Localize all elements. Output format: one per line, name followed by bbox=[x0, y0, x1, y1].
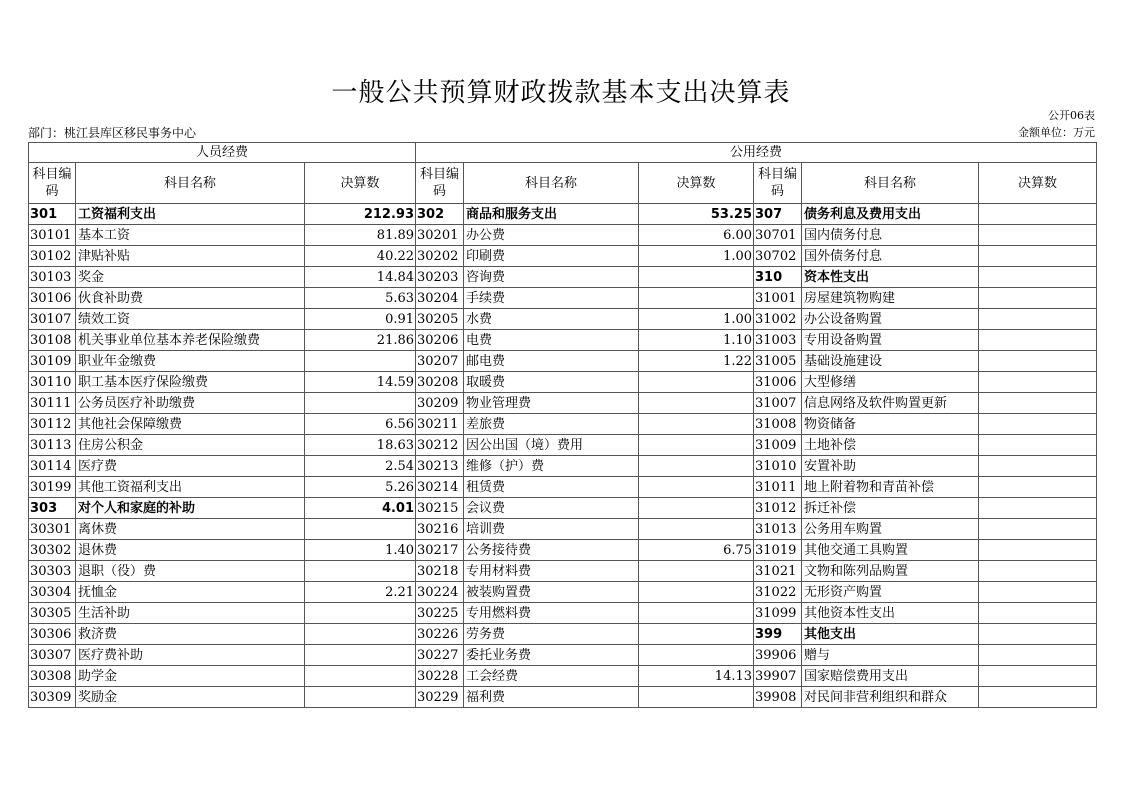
cell-amount: 6.56 bbox=[305, 414, 416, 435]
cell-amount: 1.00 bbox=[639, 246, 754, 267]
cell-amount bbox=[979, 456, 1097, 477]
cell-name: 福利费 bbox=[464, 687, 639, 708]
cell-amount: 1.40 bbox=[305, 540, 416, 561]
cell-amount bbox=[305, 393, 416, 414]
expenditure-table bbox=[28, 142, 1097, 708]
cell-amount bbox=[639, 687, 754, 708]
page-title: 一般公共预算财政拨款基本支出决算表 bbox=[331, 78, 791, 108]
cell-code: 30208 bbox=[416, 372, 464, 393]
cell-code: 30226 bbox=[416, 624, 464, 645]
cell-name: 职业年金缴费 bbox=[76, 351, 305, 372]
table-row bbox=[29, 645, 1097, 666]
cell-name: 土地补偿 bbox=[802, 435, 979, 456]
cell-name: 被装购置费 bbox=[464, 582, 639, 603]
cell-amount bbox=[979, 561, 1097, 582]
table-row bbox=[29, 309, 1097, 330]
cell-name: 电费 bbox=[464, 330, 639, 351]
cell-name: 国家赔偿费用支出 bbox=[802, 666, 979, 687]
table-row bbox=[29, 477, 1097, 498]
cell-amount bbox=[979, 393, 1097, 414]
cell-code: 31001 bbox=[754, 288, 802, 309]
cell-amount bbox=[639, 456, 754, 477]
cell-amount: 0.91 bbox=[305, 309, 416, 330]
cell-code: 30307 bbox=[29, 645, 76, 666]
cell-code: 30228 bbox=[416, 666, 464, 687]
cell-code: 30202 bbox=[416, 246, 464, 267]
cell-amount bbox=[979, 624, 1097, 645]
cell-code: 31011 bbox=[754, 477, 802, 498]
cell-name: 信息网络及软件购置更新 bbox=[802, 393, 979, 414]
cell-amount: 14.59 bbox=[305, 372, 416, 393]
cell-code: 30301 bbox=[29, 519, 76, 540]
cell-name: 公务员医疗补助缴费 bbox=[76, 393, 305, 414]
cell-code: 30209 bbox=[416, 393, 464, 414]
cell-code: 30227 bbox=[416, 645, 464, 666]
cell-code: 31008 bbox=[754, 414, 802, 435]
cell-amount bbox=[639, 624, 754, 645]
cell-amount bbox=[639, 498, 754, 519]
cell-code: 30207 bbox=[416, 351, 464, 372]
cell-amount: 2.54 bbox=[305, 456, 416, 477]
cell-amount bbox=[979, 498, 1097, 519]
cell-name: 职工基本医疗保险缴费 bbox=[76, 372, 305, 393]
cell-amount bbox=[639, 267, 754, 288]
cell-name: 工会经费 bbox=[464, 666, 639, 687]
cell-name: 会议费 bbox=[464, 498, 639, 519]
cell-name: 公务接待费 bbox=[464, 540, 639, 561]
cell-amount: 2.21 bbox=[305, 582, 416, 603]
cell-amount bbox=[639, 414, 754, 435]
cell-code: 30224 bbox=[416, 582, 464, 603]
cell-code: 30203 bbox=[416, 267, 464, 288]
table-row bbox=[29, 498, 1097, 519]
cell-code: 302 bbox=[416, 204, 464, 225]
col-header-name: 科目名称 bbox=[802, 163, 979, 204]
cell-name: 培训费 bbox=[464, 519, 639, 540]
cell-code: 31013 bbox=[754, 519, 802, 540]
cell-name: 因公出国（境）费用 bbox=[464, 435, 639, 456]
cell-code: 30206 bbox=[416, 330, 464, 351]
cell-code: 31007 bbox=[754, 393, 802, 414]
cell-amount bbox=[979, 414, 1097, 435]
cell-name: 委托业务费 bbox=[464, 645, 639, 666]
cell-name: 救济费 bbox=[76, 624, 305, 645]
cell-amount: 5.26 bbox=[305, 477, 416, 498]
cell-amount: 1.00 bbox=[639, 309, 754, 330]
cell-name: 工资福利支出 bbox=[76, 204, 305, 225]
cell-amount: 6.00 bbox=[639, 225, 754, 246]
cell-code: 30213 bbox=[416, 456, 464, 477]
cell-code: 30229 bbox=[416, 687, 464, 708]
cell-name: 债务利息及费用支出 bbox=[802, 204, 979, 225]
cell-amount bbox=[979, 204, 1097, 225]
cell-name: 劳务费 bbox=[464, 624, 639, 645]
table-row bbox=[29, 330, 1097, 351]
cell-name: 国内债务付息 bbox=[802, 225, 979, 246]
cell-amount: 18.63 bbox=[305, 435, 416, 456]
table-row bbox=[29, 540, 1097, 561]
cell-name: 差旅费 bbox=[464, 414, 639, 435]
table-row bbox=[29, 393, 1097, 414]
cell-amount bbox=[979, 267, 1097, 288]
group-header-public: 公用经费 bbox=[416, 143, 1097, 163]
cell-name: 津贴补贴 bbox=[76, 246, 305, 267]
cell-amount bbox=[305, 603, 416, 624]
cell-name: 公务用车购置 bbox=[802, 519, 979, 540]
cell-name: 印刷费 bbox=[464, 246, 639, 267]
cell-name: 水费 bbox=[464, 309, 639, 330]
cell-code: 30305 bbox=[29, 603, 76, 624]
table-row bbox=[29, 225, 1097, 246]
cell-name: 安置补助 bbox=[802, 456, 979, 477]
cell-name: 咨询费 bbox=[464, 267, 639, 288]
cell-name: 其他支出 bbox=[802, 624, 979, 645]
cell-amount bbox=[979, 435, 1097, 456]
cell-name: 奖励金 bbox=[76, 687, 305, 708]
cell-code: 31010 bbox=[754, 456, 802, 477]
cell-amount bbox=[979, 477, 1097, 498]
cell-code: 303 bbox=[29, 498, 76, 519]
cell-amount bbox=[979, 540, 1097, 561]
cell-code: 30102 bbox=[29, 246, 76, 267]
cell-name: 房屋建筑物购建 bbox=[802, 288, 979, 309]
cell-name: 地上附着物和青苗补偿 bbox=[802, 477, 979, 498]
cell-code: 30215 bbox=[416, 498, 464, 519]
cell-amount bbox=[979, 603, 1097, 624]
cell-amount bbox=[979, 309, 1097, 330]
cell-name: 办公设备购置 bbox=[802, 309, 979, 330]
cell-amount: 6.75 bbox=[639, 540, 754, 561]
cell-amount bbox=[305, 519, 416, 540]
cell-amount bbox=[305, 687, 416, 708]
cell-code: 31019 bbox=[754, 540, 802, 561]
cell-amount: 5.63 bbox=[305, 288, 416, 309]
cell-amount bbox=[979, 687, 1097, 708]
cell-amount bbox=[305, 666, 416, 687]
cell-amount bbox=[639, 372, 754, 393]
cell-code: 30212 bbox=[416, 435, 464, 456]
cell-code: 30216 bbox=[416, 519, 464, 540]
column-header-row bbox=[29, 163, 1097, 204]
cell-amount: 1.10 bbox=[639, 330, 754, 351]
table-row bbox=[29, 414, 1097, 435]
cell-code: 30109 bbox=[29, 351, 76, 372]
cell-code: 30112 bbox=[29, 414, 76, 435]
cell-name: 助学金 bbox=[76, 666, 305, 687]
cell-name: 伙食补助费 bbox=[76, 288, 305, 309]
cell-name: 资本性支出 bbox=[802, 267, 979, 288]
cell-name: 专用材料费 bbox=[464, 561, 639, 582]
cell-name: 大型修缮 bbox=[802, 372, 979, 393]
cell-name: 机关事业单位基本养老保险缴费 bbox=[76, 330, 305, 351]
table-row bbox=[29, 687, 1097, 708]
cell-name: 抚恤金 bbox=[76, 582, 305, 603]
cell-name: 专用设备购置 bbox=[802, 330, 979, 351]
cell-amount bbox=[639, 603, 754, 624]
cell-code: 30204 bbox=[416, 288, 464, 309]
cell-code: 39908 bbox=[754, 687, 802, 708]
cell-name: 离休费 bbox=[76, 519, 305, 540]
cell-name: 对个人和家庭的补助 bbox=[76, 498, 305, 519]
cell-code: 30306 bbox=[29, 624, 76, 645]
cell-code: 30214 bbox=[416, 477, 464, 498]
cell-name: 物业管理费 bbox=[464, 393, 639, 414]
table-row bbox=[29, 561, 1097, 582]
table-row bbox=[29, 288, 1097, 309]
group-header-row bbox=[29, 143, 1097, 163]
cell-code: 30211 bbox=[416, 414, 464, 435]
cell-amount: 14.84 bbox=[305, 267, 416, 288]
table-row bbox=[29, 372, 1097, 393]
cell-name: 手续费 bbox=[464, 288, 639, 309]
cell-amount bbox=[979, 288, 1097, 309]
cell-amount bbox=[305, 645, 416, 666]
cell-name: 物资储备 bbox=[802, 414, 979, 435]
cell-amount bbox=[979, 225, 1097, 246]
cell-code: 30201 bbox=[416, 225, 464, 246]
cell-amount bbox=[979, 666, 1097, 687]
cell-code: 31022 bbox=[754, 582, 802, 603]
cell-code: 307 bbox=[754, 204, 802, 225]
table-row bbox=[29, 603, 1097, 624]
cell-code: 30107 bbox=[29, 309, 76, 330]
cell-name: 住房公积金 bbox=[76, 435, 305, 456]
cell-code: 30113 bbox=[29, 435, 76, 456]
cell-amount bbox=[639, 561, 754, 582]
cell-code: 30225 bbox=[416, 603, 464, 624]
cell-name: 对民间非营利组织和群众 bbox=[802, 687, 979, 708]
cell-amount bbox=[639, 393, 754, 414]
cell-name: 医疗费 bbox=[76, 456, 305, 477]
cell-amount bbox=[639, 435, 754, 456]
cell-amount: 21.86 bbox=[305, 330, 416, 351]
cell-code: 30205 bbox=[416, 309, 464, 330]
cell-amount bbox=[639, 582, 754, 603]
cell-code: 31009 bbox=[754, 435, 802, 456]
cell-name: 生活补助 bbox=[76, 603, 305, 624]
col-header-name: 科目名称 bbox=[464, 163, 639, 204]
cell-code: 31021 bbox=[754, 561, 802, 582]
cell-name: 其他社会保障缴费 bbox=[76, 414, 305, 435]
cell-code: 30217 bbox=[416, 540, 464, 561]
cell-code: 31002 bbox=[754, 309, 802, 330]
table-row bbox=[29, 456, 1097, 477]
col-header-code: 科目编码 bbox=[29, 163, 76, 204]
cell-name: 拆迁补偿 bbox=[802, 498, 979, 519]
cell-name: 邮电费 bbox=[464, 351, 639, 372]
cell-name: 退职（役）费 bbox=[76, 561, 305, 582]
cell-amount: 40.22 bbox=[305, 246, 416, 267]
cell-code: 30218 bbox=[416, 561, 464, 582]
table-row bbox=[29, 204, 1097, 225]
cell-name: 办公费 bbox=[464, 225, 639, 246]
unit-label: 金额单位：万元 bbox=[1018, 126, 1095, 139]
cell-amount bbox=[305, 561, 416, 582]
cell-name: 其他资本性支出 bbox=[802, 603, 979, 624]
cell-code: 31099 bbox=[754, 603, 802, 624]
cell-amount bbox=[305, 351, 416, 372]
cell-amount bbox=[979, 246, 1097, 267]
cell-name: 国外债务付息 bbox=[802, 246, 979, 267]
col-header-amount: 决算数 bbox=[639, 163, 754, 204]
cell-code: 31012 bbox=[754, 498, 802, 519]
cell-code: 30303 bbox=[29, 561, 76, 582]
table-row bbox=[29, 267, 1097, 288]
cell-code: 30101 bbox=[29, 225, 76, 246]
cell-name: 其他工资福利支出 bbox=[76, 477, 305, 498]
cell-amount: 81.89 bbox=[305, 225, 416, 246]
cell-amount bbox=[979, 582, 1097, 603]
cell-amount bbox=[639, 519, 754, 540]
cell-code: 30106 bbox=[29, 288, 76, 309]
cell-code: 30308 bbox=[29, 666, 76, 687]
cell-name: 取暖费 bbox=[464, 372, 639, 393]
col-header-code: 科目编码 bbox=[416, 163, 464, 204]
table-row bbox=[29, 246, 1097, 267]
cell-code: 30701 bbox=[754, 225, 802, 246]
cell-amount: 212.93 bbox=[305, 204, 416, 225]
cell-amount bbox=[979, 519, 1097, 540]
col-header-code: 科目编码 bbox=[754, 163, 802, 204]
cell-name: 基础设施建设 bbox=[802, 351, 979, 372]
table-row bbox=[29, 582, 1097, 603]
cell-code: 30304 bbox=[29, 582, 76, 603]
cell-name: 绩效工资 bbox=[76, 309, 305, 330]
cell-amount bbox=[639, 477, 754, 498]
cell-amount bbox=[979, 330, 1097, 351]
cell-amount bbox=[639, 645, 754, 666]
cell-code: 30114 bbox=[29, 456, 76, 477]
cell-code: 30103 bbox=[29, 267, 76, 288]
col-header-name: 科目名称 bbox=[76, 163, 305, 204]
cell-amount bbox=[979, 645, 1097, 666]
cell-name: 文物和陈列品购置 bbox=[802, 561, 979, 582]
cell-amount: 1.22 bbox=[639, 351, 754, 372]
cell-name: 维修（护）费 bbox=[464, 456, 639, 477]
department-label: 部门：桃江县库区移民事务中心 bbox=[28, 126, 197, 140]
table-row bbox=[29, 435, 1097, 456]
cell-code: 301 bbox=[29, 204, 76, 225]
cell-code: 30302 bbox=[29, 540, 76, 561]
cell-code: 30111 bbox=[29, 393, 76, 414]
cell-name: 无形资产购置 bbox=[802, 582, 979, 603]
cell-name: 租赁费 bbox=[464, 477, 639, 498]
group-header-personnel: 人员经费 bbox=[29, 143, 416, 163]
cell-name: 医疗费补助 bbox=[76, 645, 305, 666]
col-header-amount: 决算数 bbox=[979, 163, 1097, 204]
cell-name: 奖金 bbox=[76, 267, 305, 288]
cell-name: 专用燃料费 bbox=[464, 603, 639, 624]
cell-code: 39907 bbox=[754, 666, 802, 687]
cell-name: 商品和服务支出 bbox=[464, 204, 639, 225]
cell-code: 399 bbox=[754, 624, 802, 645]
table-row bbox=[29, 519, 1097, 540]
cell-code: 310 bbox=[754, 267, 802, 288]
cell-code: 30199 bbox=[29, 477, 76, 498]
cell-amount: 4.01 bbox=[305, 498, 416, 519]
cell-name: 其他交通工具购置 bbox=[802, 540, 979, 561]
cell-amount: 14.13 bbox=[639, 666, 754, 687]
cell-code: 31006 bbox=[754, 372, 802, 393]
form-code: 公开06表 bbox=[1048, 109, 1095, 122]
cell-code: 30110 bbox=[29, 372, 76, 393]
cell-amount bbox=[305, 624, 416, 645]
cell-amount bbox=[979, 372, 1097, 393]
cell-code: 30108 bbox=[29, 330, 76, 351]
cell-code: 30309 bbox=[29, 687, 76, 708]
cell-name: 基本工资 bbox=[76, 225, 305, 246]
cell-code: 31003 bbox=[754, 330, 802, 351]
cell-amount bbox=[979, 351, 1097, 372]
cell-amount bbox=[639, 288, 754, 309]
cell-code: 31005 bbox=[754, 351, 802, 372]
cell-name: 赠与 bbox=[802, 645, 979, 666]
cell-code: 39906 bbox=[754, 645, 802, 666]
cell-amount: 53.25 bbox=[639, 204, 754, 225]
cell-name: 退休费 bbox=[76, 540, 305, 561]
table-row bbox=[29, 624, 1097, 645]
cell-code: 30702 bbox=[754, 246, 802, 267]
table-row bbox=[29, 351, 1097, 372]
table-row bbox=[29, 666, 1097, 687]
col-header-amount: 决算数 bbox=[305, 163, 416, 204]
